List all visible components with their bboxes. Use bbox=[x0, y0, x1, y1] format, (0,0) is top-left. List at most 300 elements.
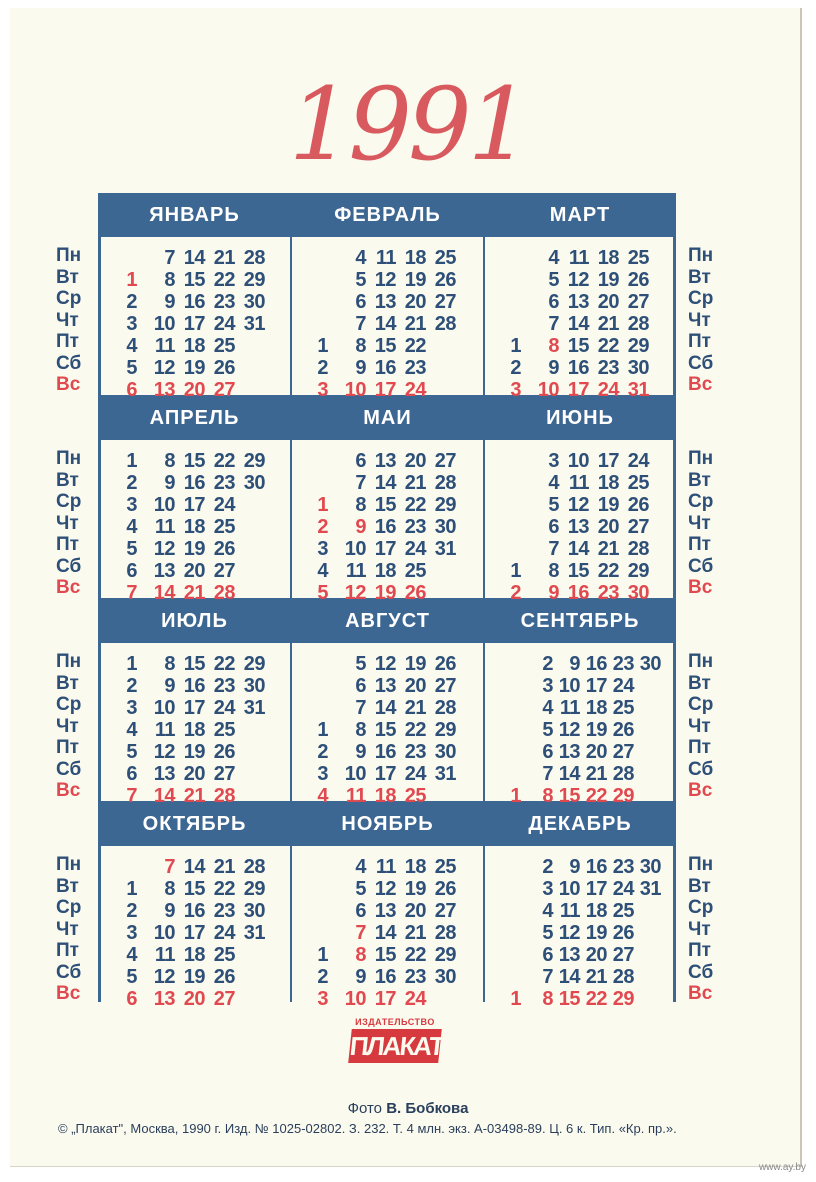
day-cell: 3 bbox=[317, 379, 328, 401]
day-cell: 13 bbox=[558, 944, 580, 966]
publisher-logo-wordmark: ПЛАКАТ bbox=[348, 1031, 445, 1061]
day-cell: 18 bbox=[183, 719, 205, 741]
day-cell: 28 bbox=[612, 966, 634, 988]
week-column bbox=[145, 856, 175, 1010]
day-cell: 14 bbox=[374, 313, 396, 335]
day-cell: 28 bbox=[627, 538, 649, 560]
weekday-label: Сб bbox=[688, 961, 714, 983]
day-cell bbox=[495, 291, 521, 313]
day-cell: 28 bbox=[434, 472, 456, 494]
week-column bbox=[145, 247, 175, 401]
weekday-label: Пн bbox=[56, 448, 82, 469]
day-cell: 23 bbox=[213, 291, 235, 313]
day-cell: 14 bbox=[567, 313, 589, 335]
day-cell: 3 bbox=[317, 988, 328, 1010]
day-cell bbox=[634, 922, 661, 944]
day-cell: 14 bbox=[153, 785, 175, 807]
day-cell: 20 bbox=[597, 516, 619, 538]
weekday-label: Ср bbox=[688, 288, 714, 309]
day-cell: 3 bbox=[542, 878, 553, 900]
day-cell: 8 bbox=[164, 878, 175, 900]
day-cell: 30 bbox=[243, 900, 265, 922]
day-cell: 8 bbox=[355, 944, 366, 966]
day-cell: 15 bbox=[183, 450, 205, 472]
day-cell bbox=[235, 719, 265, 741]
day-cell: 26 bbox=[213, 538, 235, 560]
day-cell: 29 bbox=[243, 269, 265, 291]
weekday-label: Чт bbox=[56, 918, 79, 940]
day-cell: 28 bbox=[434, 313, 456, 335]
day-cell: 8 bbox=[542, 988, 553, 1010]
day-cell: 23 bbox=[213, 900, 235, 922]
day-cell: 7 bbox=[355, 922, 366, 944]
day-cell: 20 bbox=[585, 944, 607, 966]
day-cell: 17 bbox=[567, 379, 589, 401]
day-cell: 12 bbox=[374, 878, 396, 900]
day-cell: 16 bbox=[374, 357, 396, 379]
day-cell: 25 bbox=[213, 516, 235, 538]
day-cell: 23 bbox=[597, 582, 619, 604]
weekday-label: Вс bbox=[56, 983, 81, 1004]
weekday-label: Ср bbox=[688, 491, 714, 512]
day-cell: 6 bbox=[355, 900, 366, 922]
day-cell: 16 bbox=[183, 900, 205, 922]
day-cell: 27 bbox=[213, 988, 235, 1010]
day-cell bbox=[495, 878, 521, 900]
weekday-label: Вт bbox=[688, 469, 711, 491]
day-cell: 8 bbox=[164, 269, 175, 291]
day-cell: 31 bbox=[434, 763, 456, 785]
day-cell: 16 bbox=[585, 653, 607, 675]
day-cell bbox=[495, 856, 521, 878]
day-cell: 18 bbox=[183, 516, 205, 538]
day-cell: 9 bbox=[569, 856, 580, 878]
day-cell: 31 bbox=[627, 379, 649, 401]
day-cell: 29 bbox=[612, 785, 634, 807]
day-cell: 28 bbox=[213, 582, 235, 604]
day-cell: 19 bbox=[585, 719, 607, 741]
week-column bbox=[529, 450, 559, 604]
day-cell: 21 bbox=[585, 763, 607, 785]
day-cell: 8 bbox=[548, 560, 559, 582]
day-cell: 18 bbox=[183, 335, 205, 357]
day-cell: 19 bbox=[597, 494, 619, 516]
day-cell: 1 bbox=[126, 269, 137, 291]
day-cell: 15 bbox=[374, 719, 396, 741]
weekday-label: Пт bbox=[56, 940, 79, 961]
day-cell: 28 bbox=[213, 785, 235, 807]
day-cell bbox=[495, 538, 521, 560]
weekday-label: Ср bbox=[56, 491, 82, 512]
day-cell: 13 bbox=[374, 291, 396, 313]
day-cell: 27 bbox=[612, 944, 634, 966]
day-cell bbox=[235, 538, 265, 560]
day-cell: 24 bbox=[627, 450, 649, 472]
day-cell: 21 bbox=[404, 472, 426, 494]
month-days bbox=[485, 643, 673, 807]
day-cell: 14 bbox=[374, 922, 396, 944]
day-cell bbox=[302, 922, 328, 944]
day-cell: 15 bbox=[183, 878, 205, 900]
week-column bbox=[589, 450, 619, 604]
week-column bbox=[396, 450, 426, 604]
day-cell: 28 bbox=[434, 922, 456, 944]
day-cell: 20 bbox=[404, 450, 426, 472]
day-cell: 10 bbox=[344, 988, 366, 1010]
day-cell: 21 bbox=[585, 966, 607, 988]
day-cell: 5 bbox=[548, 269, 559, 291]
day-cell: 20 bbox=[404, 675, 426, 697]
day-cell: 13 bbox=[567, 291, 589, 313]
day-cell: 21 bbox=[404, 922, 426, 944]
day-cell: 18 bbox=[597, 247, 619, 269]
day-cell: 1 bbox=[510, 335, 521, 357]
day-cell: 25 bbox=[434, 247, 456, 269]
day-cell: 25 bbox=[627, 472, 649, 494]
day-cell bbox=[302, 247, 328, 269]
weekday-label: Ср bbox=[688, 694, 714, 715]
weekday-label: Вт bbox=[688, 875, 711, 897]
month-days bbox=[101, 846, 290, 1010]
day-cell: 22 bbox=[597, 560, 619, 582]
day-cell bbox=[302, 472, 328, 494]
day-cell bbox=[302, 675, 328, 697]
day-cell: 25 bbox=[213, 944, 235, 966]
day-cell: 4 bbox=[548, 247, 559, 269]
weekday-label: Пн bbox=[688, 854, 714, 875]
weekday-label: Пн bbox=[688, 245, 714, 266]
week-column bbox=[302, 653, 328, 807]
month-days bbox=[101, 237, 290, 401]
day-cell: 26 bbox=[627, 269, 649, 291]
day-cell: 16 bbox=[374, 516, 396, 538]
day-cell: 5 bbox=[355, 269, 366, 291]
day-cell: 24 bbox=[612, 675, 634, 697]
week-column bbox=[235, 247, 265, 401]
day-cell: 7 bbox=[126, 785, 137, 807]
day-cell: 29 bbox=[243, 878, 265, 900]
day-cell: 5 bbox=[126, 357, 137, 379]
day-cell: 27 bbox=[213, 763, 235, 785]
day-cell: 18 bbox=[404, 856, 426, 878]
day-cell: 27 bbox=[213, 560, 235, 582]
day-cell: 13 bbox=[558, 741, 580, 763]
week-column bbox=[396, 653, 426, 807]
day-cell: 2 bbox=[126, 900, 137, 922]
month-days bbox=[485, 237, 673, 401]
day-cell: 14 bbox=[374, 697, 396, 719]
day-cell: 27 bbox=[434, 675, 456, 697]
week-column bbox=[553, 856, 580, 1010]
day-cell: 9 bbox=[548, 357, 559, 379]
day-cell: 30 bbox=[627, 357, 649, 379]
day-cell: 15 bbox=[374, 494, 396, 516]
day-cell: 14 bbox=[183, 247, 205, 269]
day-cell: 26 bbox=[434, 269, 456, 291]
day-cell bbox=[634, 763, 661, 785]
weekday-label: Чт bbox=[688, 512, 711, 534]
day-cell bbox=[111, 247, 137, 269]
day-cell: 10 bbox=[153, 494, 175, 516]
week-column bbox=[175, 856, 205, 1010]
day-cell: 2 bbox=[317, 966, 328, 988]
day-cell: 2 bbox=[317, 741, 328, 763]
day-cell: 9 bbox=[355, 741, 366, 763]
day-cell: 8 bbox=[548, 335, 559, 357]
day-cell bbox=[634, 741, 661, 763]
day-cell: 12 bbox=[567, 494, 589, 516]
day-cell: 24 bbox=[213, 494, 235, 516]
day-cell bbox=[495, 269, 521, 291]
day-cell: 11 bbox=[345, 785, 366, 807]
month-days bbox=[485, 846, 673, 1010]
day-cell: 13 bbox=[153, 763, 175, 785]
day-cell: 22 bbox=[585, 988, 607, 1010]
day-cell: 25 bbox=[404, 560, 426, 582]
day-cell: 26 bbox=[612, 719, 634, 741]
week-column bbox=[366, 856, 396, 1010]
day-cell: 19 bbox=[183, 741, 205, 763]
day-cell: 9 bbox=[164, 291, 175, 313]
weekday-label: Вт bbox=[688, 266, 711, 288]
week-column bbox=[302, 450, 328, 604]
day-cell: 26 bbox=[627, 494, 649, 516]
day-cell: 14 bbox=[374, 472, 396, 494]
week-column bbox=[175, 247, 205, 401]
day-cell: 23 bbox=[213, 675, 235, 697]
weekday-label: Вт bbox=[56, 875, 79, 897]
week-column bbox=[619, 450, 649, 604]
day-cell: 22 bbox=[213, 653, 235, 675]
publisher-logo-caption: ИЗДАТЕЛЬСТВО bbox=[355, 1017, 435, 1027]
day-cell: 24 bbox=[213, 922, 235, 944]
month-name: ИЮЛЬ bbox=[161, 610, 228, 632]
day-cell: 7 bbox=[355, 313, 366, 335]
day-cell: 1 bbox=[510, 988, 521, 1010]
day-cell: 23 bbox=[404, 966, 426, 988]
week-column bbox=[302, 856, 328, 1010]
day-cell: 24 bbox=[612, 878, 634, 900]
day-cell: 8 bbox=[542, 785, 553, 807]
day-cell: 25 bbox=[612, 697, 634, 719]
day-cell: 27 bbox=[434, 291, 456, 313]
week-column bbox=[607, 856, 634, 1010]
day-cell: 10 bbox=[567, 450, 589, 472]
weekday-label: Пт bbox=[56, 331, 79, 352]
week-column bbox=[580, 653, 607, 807]
day-cell: 17 bbox=[597, 450, 619, 472]
day-cell: 3 bbox=[126, 922, 137, 944]
week-column bbox=[559, 450, 589, 604]
day-cell: 29 bbox=[243, 653, 265, 675]
day-cell: 13 bbox=[153, 988, 175, 1010]
day-cell: 12 bbox=[374, 269, 396, 291]
day-cell: 24 bbox=[597, 379, 619, 401]
day-cell: 16 bbox=[374, 741, 396, 763]
day-cell: 18 bbox=[374, 560, 396, 582]
day-cell: 4 bbox=[542, 900, 553, 922]
day-cell: 10 bbox=[344, 763, 366, 785]
day-cell: 5 bbox=[542, 922, 553, 944]
day-cell: 2 bbox=[317, 357, 328, 379]
weekday-label: Сб bbox=[56, 555, 82, 577]
day-cell: 22 bbox=[213, 878, 235, 900]
week-column bbox=[205, 653, 235, 807]
month-days bbox=[101, 643, 290, 807]
day-cell: 2 bbox=[542, 653, 553, 675]
day-cell: 3 bbox=[542, 675, 553, 697]
day-cell: 3 bbox=[126, 313, 137, 335]
week-column bbox=[559, 247, 589, 401]
day-cell bbox=[302, 856, 328, 878]
day-cell: 21 bbox=[213, 247, 235, 269]
week-column bbox=[529, 247, 559, 401]
weekday-label: Сб bbox=[688, 352, 714, 374]
day-cell bbox=[634, 988, 661, 1010]
day-cell: 23 bbox=[612, 653, 634, 675]
day-cell: 1 bbox=[510, 560, 521, 582]
day-cell: 22 bbox=[404, 944, 426, 966]
day-cell: 13 bbox=[374, 675, 396, 697]
week-column bbox=[336, 856, 366, 1010]
week-column bbox=[336, 247, 366, 401]
week-column bbox=[526, 856, 553, 1010]
day-cell bbox=[235, 357, 265, 379]
day-cell: 12 bbox=[153, 966, 175, 988]
day-cell: 4 bbox=[548, 472, 559, 494]
day-cell: 13 bbox=[153, 379, 175, 401]
day-cell: 20 bbox=[183, 988, 205, 1010]
day-cell: 5 bbox=[548, 494, 559, 516]
month-days bbox=[292, 440, 483, 604]
day-cell bbox=[495, 922, 521, 944]
day-cell: 27 bbox=[213, 379, 235, 401]
day-cell: 29 bbox=[612, 988, 634, 1010]
day-cell: 12 bbox=[558, 719, 580, 741]
weekday-label: Ср bbox=[56, 288, 82, 309]
day-cell: 11 bbox=[568, 247, 589, 269]
day-cell: 23 bbox=[612, 856, 634, 878]
day-cell bbox=[426, 560, 456, 582]
day-cell: 12 bbox=[153, 538, 175, 560]
day-cell: 25 bbox=[612, 900, 634, 922]
day-cell: 6 bbox=[548, 516, 559, 538]
weekday-label: Сб bbox=[56, 758, 82, 780]
day-cell: 29 bbox=[434, 944, 456, 966]
month-name: ОКТЯБРЬ bbox=[142, 813, 247, 835]
day-cell: 30 bbox=[434, 516, 456, 538]
day-cell: 16 bbox=[183, 291, 205, 313]
weekday-label: Чт bbox=[688, 918, 711, 940]
week-column bbox=[145, 450, 175, 604]
day-cell: 19 bbox=[374, 582, 396, 604]
day-cell: 12 bbox=[153, 357, 175, 379]
day-cell: 25 bbox=[434, 856, 456, 878]
day-cell: 7 bbox=[542, 966, 553, 988]
day-cell: 18 bbox=[374, 785, 396, 807]
day-cell: 15 bbox=[183, 269, 205, 291]
day-cell: 4 bbox=[126, 516, 137, 538]
day-cell: 13 bbox=[567, 516, 589, 538]
month-name: ЯНВАРЬ bbox=[149, 204, 240, 226]
day-cell: 12 bbox=[153, 741, 175, 763]
day-cell: 27 bbox=[434, 900, 456, 922]
day-cell: 21 bbox=[404, 313, 426, 335]
day-cell: 7 bbox=[542, 763, 553, 785]
day-cell bbox=[495, 494, 521, 516]
day-cell: 21 bbox=[183, 582, 205, 604]
weekday-label: Пт bbox=[688, 331, 711, 352]
day-cell: 27 bbox=[627, 516, 649, 538]
day-cell: 14 bbox=[183, 856, 205, 878]
weekday-label: Сб bbox=[688, 555, 714, 577]
weekday-label: Вт bbox=[56, 469, 79, 491]
day-cell: 19 bbox=[404, 653, 426, 675]
day-cell: 30 bbox=[434, 741, 456, 763]
weekday-label: Сб bbox=[56, 961, 82, 983]
day-cell: 15 bbox=[558, 785, 580, 807]
day-cell: 6 bbox=[355, 291, 366, 313]
day-cell: 8 bbox=[164, 653, 175, 675]
day-cell: 12 bbox=[344, 582, 366, 604]
weekday-label: Ср bbox=[688, 897, 714, 918]
weekday-label: Пн bbox=[56, 245, 82, 266]
day-cell: 18 bbox=[585, 900, 607, 922]
day-cell bbox=[302, 878, 328, 900]
week-column bbox=[175, 653, 205, 807]
month-days bbox=[485, 440, 673, 604]
day-cell: 30 bbox=[434, 966, 456, 988]
day-cell: 31 bbox=[434, 538, 456, 560]
day-cell: 6 bbox=[126, 379, 137, 401]
day-cell: 29 bbox=[434, 494, 456, 516]
week-column bbox=[495, 247, 521, 401]
day-cell: 8 bbox=[355, 494, 366, 516]
weekday-label: Пт bbox=[56, 534, 79, 555]
weekday-label: Вс bbox=[56, 577, 81, 598]
week-column bbox=[205, 856, 235, 1010]
day-cell bbox=[495, 450, 521, 472]
day-cell: 4 bbox=[355, 247, 366, 269]
day-cell bbox=[235, 763, 265, 785]
week-column bbox=[553, 653, 580, 807]
week-column bbox=[634, 653, 661, 807]
day-cell: 3 bbox=[548, 450, 559, 472]
month-name: АВГУСТ bbox=[345, 610, 430, 632]
day-cell: 1 bbox=[317, 494, 328, 516]
day-cell: 7 bbox=[164, 856, 175, 878]
day-cell: 19 bbox=[597, 269, 619, 291]
day-cell: 13 bbox=[374, 450, 396, 472]
weekday-label: Сб bbox=[56, 352, 82, 374]
day-cell: 6 bbox=[126, 560, 137, 582]
day-cell: 26 bbox=[434, 878, 456, 900]
day-cell: 14 bbox=[153, 582, 175, 604]
weekday-label: Вс bbox=[688, 577, 713, 598]
day-cell: 4 bbox=[126, 335, 137, 357]
day-cell: 20 bbox=[183, 379, 205, 401]
day-cell: 20 bbox=[404, 291, 426, 313]
day-cell bbox=[495, 653, 521, 675]
day-cell: 18 bbox=[183, 944, 205, 966]
day-cell: 30 bbox=[243, 472, 265, 494]
day-cell: 19 bbox=[404, 269, 426, 291]
weekday-label: Пт bbox=[688, 940, 711, 961]
day-cell bbox=[235, 966, 265, 988]
day-cell: 16 bbox=[585, 856, 607, 878]
week-column bbox=[205, 450, 235, 604]
weekday-label: Чт bbox=[56, 309, 79, 331]
